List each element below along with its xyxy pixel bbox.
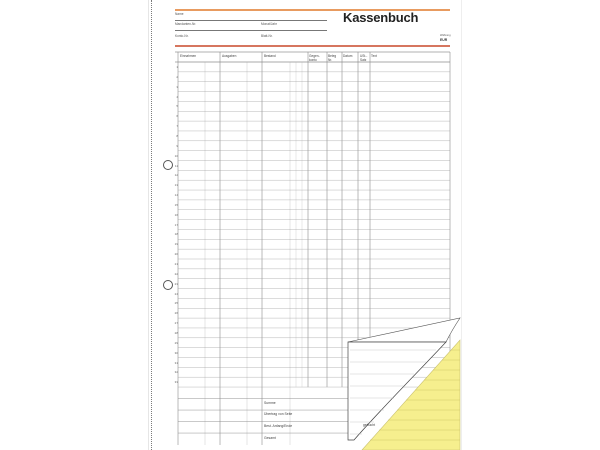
row-number: 23 [174,281,178,286]
row-number: 32 [174,370,178,375]
white-copy-sheet [348,318,460,342]
col-einnahmen: Einnahmen [180,54,197,58]
col-bestand: Bestand [264,54,276,58]
row-number: 11 [174,163,178,168]
row-number: 1 [176,65,178,69]
col-ust-satz: USt.- Satz [360,54,368,62]
row-number: 3 [176,84,178,89]
row-number: 22 [174,271,178,276]
summary-gesamt: Gesamt [264,436,276,440]
row-number: 18 [174,232,178,237]
row-number: 4 [176,94,178,99]
row-number: 5 [176,104,178,109]
label-konto-nr: Konto-Nr. [175,34,189,38]
col-ausgaben: Ausgaben [222,54,237,58]
row-number: 12 [174,173,178,178]
row-number: 33 [174,380,178,385]
row-number: 7 [176,124,178,129]
summary-summe: Summe [264,401,276,405]
label-blatt-nr: Blatt-Nr. [261,34,273,38]
row-number: 14 [174,193,178,198]
col-datum: Datum [343,54,353,58]
summary-uebertrag: Übertrag von Seite [264,412,293,416]
currency-mark: EUR [440,38,448,42]
row-number: 8 [176,133,178,138]
col-beleg-nr: Beleg Nr. [328,54,337,62]
row-number: 30 [174,350,178,355]
row-number: 31 [174,360,178,365]
summary-bestand: Best. Anfang/Ende [264,424,293,428]
row-number: 15 [174,202,178,207]
row-number: 28 [174,330,178,335]
row-number: 6 [176,114,178,119]
col-gegenkonto: Gegen- konto [309,54,320,62]
row-number: 19 [174,242,178,247]
col-text: Text [371,54,377,58]
row-number: 21 [174,262,178,266]
row-number: 13 [174,183,178,188]
label-mandant-nr: Mandanten-Nr. [175,22,197,26]
row-number: 20 [174,252,178,257]
row-number: 26 [174,311,178,316]
currency-caption: Währung [440,34,451,37]
label-monat-jahr: Monat/Jahr [261,22,277,26]
copy-label-gebucht: gebucht [363,423,376,427]
label-name: Name [175,12,184,16]
row-number: 27 [174,321,178,326]
row-number: 2 [176,74,178,79]
row-number: 9 [176,143,178,148]
form-title: Kassenbuch [343,10,419,25]
row-number: 24 [174,291,178,296]
row-number: 25 [174,301,178,306]
row-number: 29 [174,340,178,345]
row-number: 16 [174,212,178,217]
row-number: 10 [174,153,178,158]
row-number: 17 [174,222,178,227]
